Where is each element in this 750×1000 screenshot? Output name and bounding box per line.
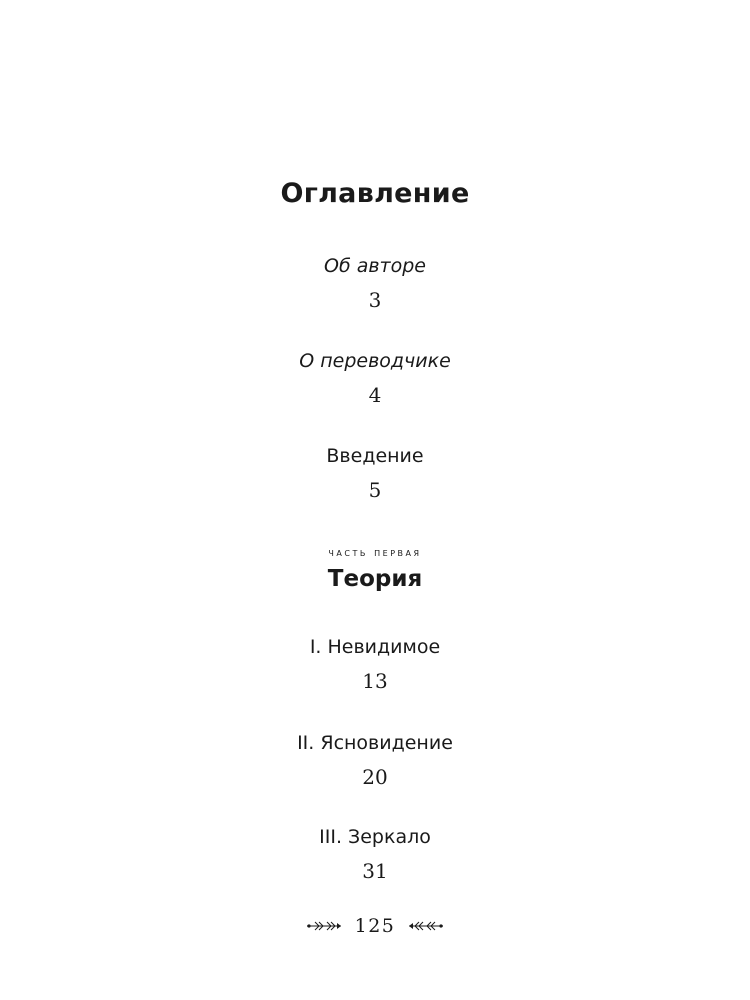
toc-entry-label: I. Невидимое [309, 636, 441, 658]
toc-entry-about-translator[interactable] [0, 349, 750, 407]
ornament-left-icon [305, 919, 343, 933]
toc-entry-label: II. Ясновидение [297, 732, 453, 754]
toc-entry-introduction[interactable] [0, 444, 750, 502]
toc-entry-page: 5 [368, 478, 382, 502]
toc-entry-about-author[interactable] [0, 254, 750, 312]
toc-entry-label: III. Зеркало [319, 826, 431, 848]
toc-title: Оглавление [280, 178, 470, 209]
ornament-right-icon [407, 919, 445, 933]
part-label: часть первая [328, 545, 422, 559]
toc-entry-label: Введение [326, 445, 424, 467]
toc-entry-label: Об авторе [324, 255, 426, 277]
toc-entry-label: О переводчике [299, 350, 451, 372]
page-footer [0, 915, 750, 937]
page-number: 125 [354, 915, 396, 937]
toc-entry-page: 4 [368, 383, 382, 407]
toc-entry-page: 31 [362, 859, 388, 883]
part-title: Теория [327, 566, 423, 592]
toc-chapter-3[interactable] [0, 825, 750, 883]
toc-entry-page: 3 [368, 288, 382, 312]
toc-chapter-2[interactable] [0, 731, 750, 789]
toc-chapter-1[interactable] [0, 635, 750, 693]
toc-entry-page: 13 [362, 669, 388, 693]
toc-entry-page: 20 [362, 765, 388, 789]
